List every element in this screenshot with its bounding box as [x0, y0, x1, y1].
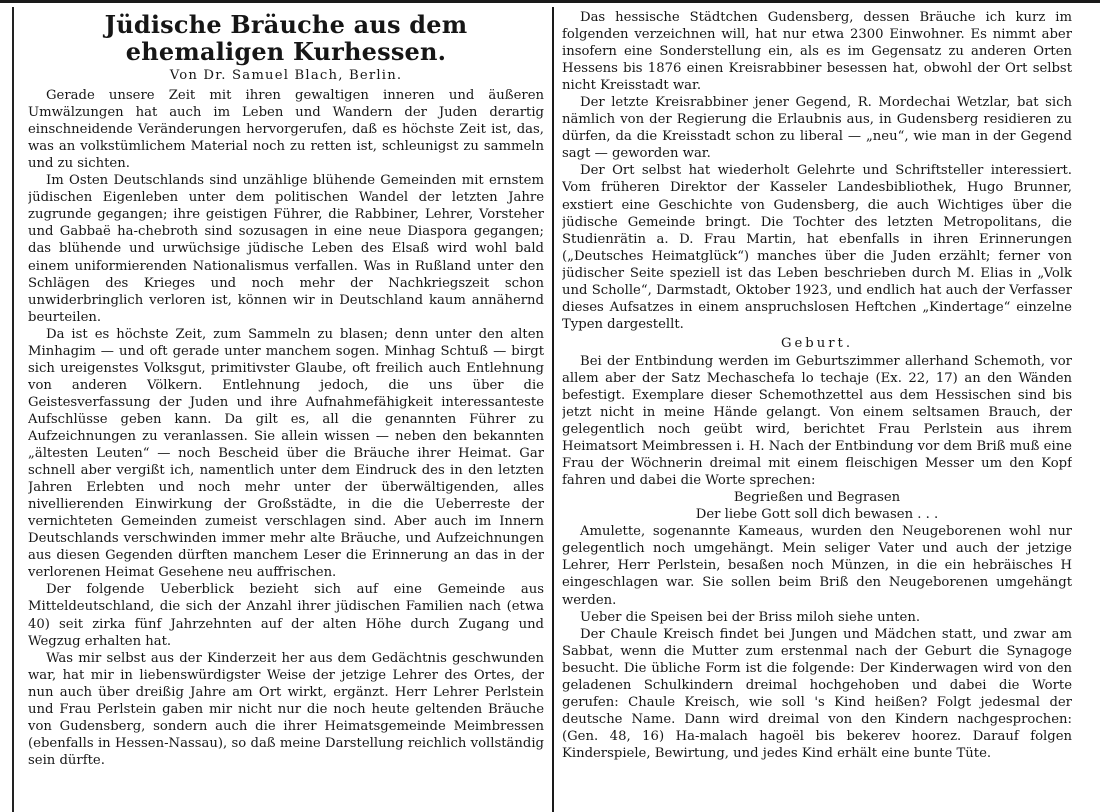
- paragraph-literature: Der Ort selbst hat wiederholt Gelehrte und Schriftsteller interessiert. Vom früheren Direktor der Kasseler Landesbibliothek, Hugo Brunner, exstiert eine Geschichte von Gudensberg, die auch Wichtiges über die jüdische Gemeinde bringt. Die Tochter des letzten Metropolitans, die Studienrätin a. D. Frau Martin, hat ebenfalls in ihren Erinnerungen („Deutsches Heimatglück“) manches über die Juden erzählt; ferner von jüdischer Seite speziell ist das Leben beschrieben durch M. Elias in „Volk und Scholle“, Darmstadt, Oktober 1923, und endlich hat auch der Verfasser dieses Aufsatzes in einem anspruchslosen Heftchen „Kindertage“ einzelne Typen dargestellt.: [562, 163, 1072, 332]
- paragraph-1: Gerade unsere Zeit mit ihren gewaltigen inneren und äußeren Umwälzungen hat auch im Leben und Wandern der Juden derartig einschneidende Veränderungen hervorgerufen, daß es höchste Zeit ist, das, was an volkstümlichem Material noch zu retten ist, schleunigst zu sammeln und zu sichten.: [28, 88, 544, 172]
- paragraph-2: Im Osten Deutschlands sind unzählige blühende Gemeinden mit ernstem jüdischen Eigenleben unter dem politischen Wandel der letzten Jahre zugrunde gegangen; ihre geistigen Führer, die Rabbiner, Lehrer, Vorsteher und Gabbaë ha-chebroth sind sozusagen in eine neue Diaspora gegangen; das blühende und urwüchsige jüdische Leben des Elsaß wird wohl bald einem uniformierenden Nationalismus verfallen. Was in Rußland unter den Schlägen des Krieges und noch mehr der Nachkriegszeit schon unwiderbringlich verloren ist, können wir in Deutschland kaum annähernd beurteilen.: [28, 173, 544, 325]
- paragraph-4: Der folgende Ueberblick bezieht sich auf eine Gemeinde aus Mitteldeutschland, die sich der Anzahl ihrer jüdischen Familien nach (etwa 40) seit zirka fünf Jahrzehnten auf der alten Höhe durch Zugang und Wegzug erhalten hat.: [28, 582, 544, 649]
- paragraph-speisen: Ueber die Speisen bei der Briss miloh siehe unten.: [580, 609, 921, 625]
- left-border-rule: [12, 7, 14, 812]
- paragraph-gudensberg: Das hessische Städtchen Gudensberg, dessen Bräuche ich kurz im folgenden verzeichnen will, hat nur etwa 2300 Einwohner. Es nimmt aber insofern eine Sonderstellung ein, als es im Gegensatz zu anderen Orten Hessens bis 1876 einen Kreisrabbiner besessen hat, obwohl der Ort selbst nicht Kreisstadt war.: [562, 10, 1072, 94]
- paragraph-amulette: Amulette, sogenannte Kameaus, wurden den Neugeborenen wohl nur gelegentlich noch umgehängt. Mein seliger Vater und auch der jetzige Lehrer, Herr Perlstein, besaßen noch Münzen, in die ein hebräisches H eingeschlagen war. Sie sollen beim Briß den Neugeborenen umgehängt werden.: [562, 524, 1072, 608]
- paragraph-entbindung: Bei der Entbindung werden im Geburtszimmer allerhand Schemoth, vor allem aber der Satz Mechaschefa lo techaje (Ex. 22, 17) an den Wänden befestigt. Exemplare dieser Schemothzettel aus dem Hessischen sind bis jetzt nicht in meine Hände gelangt. Von einem seltsamen Brauch, der gelegentlich noch geübt wird, berichtet Frau Perlstein aus ihrem Heimatsort Meimbressen i. H. Nach der Entbindung vor dem Briß muß eine Frau der Wöchnerin dreimal mit einem fleischigen Messer um den Kopf fahren und dabei die Worte sprechen:: [562, 353, 1072, 489]
- paragraph-kreisrabbiner: Der letzte Kreisrabbiner jener Gegend, R. Mordechai Wetzlar, bat sich nämlich von der Regierung die Erlaubnis aus, in Gudensberg residieren zu dürfen, da die Kreisstadt schon zu liberal — „neu“, wie man in der Gegend sagt — geworden war.: [562, 95, 1072, 162]
- verse-line: Begrießen und Begrasen: [733, 490, 901, 506]
- article-title: Jüdische Bräuche aus dem ehemaligen Kurhessen.: [104, 10, 468, 66]
- paragraph-5: Was mir selbst aus der Kinderzeit her aus dem Gedächtnis geschwunden war, hat mir in liebenswürdigster Weise der jetzige Lehrer des Ortes, der nun auch über dreißig Jahre am Ort wirkt, ergänzt. Herr Lehrer Perlstein und Frau Perlstein gaben mir nicht nur die noch heute geltenden Bräuche von Gudensberg, sondern auch die ihrer Heimatsgemeinde Meimbressen (ebenfalls in Hessen-Nassau), so daß meine Darstellung reichlich vollständig sein dürfte.: [28, 650, 544, 768]
- paragraph-chaule-kreisch: Der Chaule Kreisch findet bei Jungen und Mädchen statt, und zwar am Sabbat, wenn die Mutter zum erstenmal nach der Geburt die Synagoge besucht. Die übliche Form ist die folgende: Der Kinderwagen wird von den geladenen Schulkindern dreimal hochgehoben und dabei die Worte gerufen: Chaule Kreisch, wie soll 's Kind heißen? Folgt jedesmal der deutsche Name. Dann wird dreimal von den Kindern nachgesprochen: (Gen. 48, 16) Ha-malach hagoël bis bekerev hoorez. Darauf folgen Kinderspiele, Bewirtung, und jedes Kind erhält eine bunte Tüte.: [562, 626, 1072, 761]
- right-column: [562, 9, 1072, 812]
- verse-line: Der liebe Gott soll dich bewasen . . .: [695, 507, 939, 523]
- verse-block: [562, 489, 1072, 523]
- article-byline: Von Dr. Samuel Blach, Berlin.: [169, 68, 403, 83]
- left-column: [28, 9, 544, 812]
- column-divider: [552, 7, 554, 812]
- paragraph-3: Da ist es höchste Zeit, zum Sammeln zu blasen; denn unter den alten Minhagim — und oft gerade unter manchem sogen. Minhag Schtuß — birgt sich ureigenstes Volksgut, primitivster Glaube, oft freilich auch Entlehnung von anderen Völkern. Entlehnung jedoch, die uns über die Geistesverfassung der Juden und ihre Aufnahmefähigkeit interessanteste Aufschlüsse geben kann. Da gilt es, all die genannten Führer zu Aufzeichnungen zu veranlassen. Sie allein wissen — neben den bekannten „ältesten Leuten“ — noch Bescheid über die Bräuche ihrer Heimat. Gar schnell aber vergißt ich, namentlich unter dem Eindruck des in den letzten Jahren Erlebten und noch mehr unter der überwältigenden, alles nivellierenden Einwirkung der Großstädte, in die die Ueberreste der vernichteten Gemeinden zumeist verschlagen sind. Aber auch im Innern Deutschlands verschwinden immer mehr alte Bräuche, und Aufzeichnungen aus diesen Gegenden dürften manchem Leser die Erinnerung an das in der verlorenen Heimat Gesehene neu auffrischen.: [28, 326, 544, 581]
- section-heading-birth: Geburt.: [780, 335, 854, 351]
